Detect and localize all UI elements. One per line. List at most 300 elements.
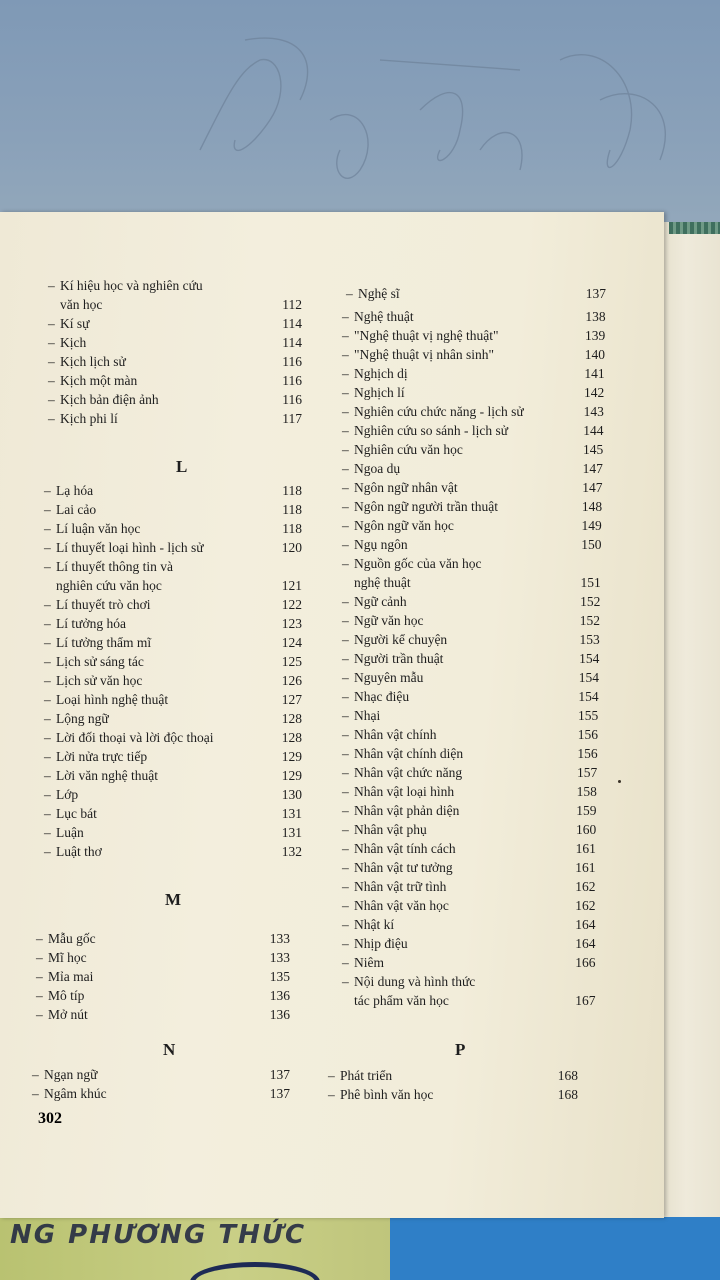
- entry-term: Nhịp điệu: [354, 936, 408, 951]
- index-entry: [48, 296, 102, 314]
- index-entry: [44, 482, 93, 500]
- entry-dash: –: [342, 385, 349, 400]
- entry-dash: –: [44, 521, 51, 536]
- entry-term: Ngoa dụ: [354, 461, 401, 476]
- entry-page-number: 114: [282, 316, 302, 331]
- entry-page-number: 124: [281, 635, 302, 650]
- entry-dash: –: [36, 1007, 43, 1022]
- entry-dash: –: [44, 787, 51, 802]
- index-entry: [48, 315, 89, 333]
- entry-page-number: 156: [577, 746, 598, 761]
- entry-page-number: 142: [584, 385, 605, 400]
- entry-dash: –: [342, 879, 349, 894]
- entry-term: Nhân vật chức năng: [354, 765, 463, 780]
- entry-dash: –: [44, 711, 51, 726]
- entry-page-number: 130: [281, 787, 302, 802]
- index-entry: [36, 930, 96, 948]
- entry-page-number: 158: [576, 784, 597, 799]
- index-entry: [48, 353, 126, 371]
- entry-page-number: 145: [582, 442, 604, 457]
- entry-term: Mẫu gốc: [48, 931, 96, 946]
- entry-term: Nhân vật tính cách: [354, 841, 456, 856]
- index-list: [0, 212, 664, 1218]
- entry-term: Ngôn ngữ nhân vật: [354, 480, 458, 495]
- entry-term: Nhạc điệu: [354, 689, 410, 704]
- entry-dash: –: [36, 931, 43, 946]
- entry-page-number: 139: [585, 328, 606, 343]
- entry-dash: –: [342, 537, 349, 552]
- entry-term: Lục bát: [56, 806, 97, 821]
- entry-dash: –: [346, 286, 353, 301]
- entry-dash: –: [48, 316, 55, 331]
- entry-dash: –: [342, 366, 349, 381]
- index-entry: [44, 558, 173, 576]
- index-entry: [44, 539, 204, 557]
- index-entry: [342, 346, 494, 364]
- entry-term: Lời nửa trực tiếp: [56, 749, 148, 764]
- index-entry: [342, 745, 463, 763]
- entry-dash: –: [44, 540, 51, 555]
- index-entry: [342, 612, 424, 630]
- entry-term: Người kể chuyện: [354, 632, 448, 647]
- entry-dash: –: [44, 559, 51, 574]
- entry-page-number: 118: [282, 521, 302, 536]
- index-entry: [48, 334, 86, 352]
- entry-dash: –: [342, 765, 349, 780]
- entry-dash: –: [44, 768, 51, 783]
- entry-dash: –: [342, 632, 349, 647]
- entry-dash: –: [328, 1068, 335, 1083]
- entry-dash: –: [342, 784, 349, 799]
- index-entry: [342, 479, 458, 497]
- index-entry: [36, 968, 93, 986]
- index-entry: [342, 726, 436, 744]
- entry-page-number: 131: [281, 806, 302, 821]
- entry-page-number: 121: [281, 578, 302, 593]
- index-entry: [342, 631, 447, 649]
- index-entry: [342, 935, 408, 953]
- entry-term: Lộng ngữ: [56, 711, 109, 726]
- entry-term: Lời đối thoại và lời độc thoại: [56, 730, 214, 745]
- entry-term: Nội dung và hình thức: [354, 974, 476, 989]
- entry-term: Nghệ thuật: [354, 309, 414, 324]
- index-entry: [342, 973, 475, 991]
- index-entry: [342, 517, 454, 535]
- entry-page-number: 168: [557, 1068, 578, 1083]
- entry-page-number: 154: [578, 670, 599, 685]
- index-entry: [48, 391, 159, 409]
- entry-dash: –: [36, 950, 43, 965]
- entry-term: Lời văn nghệ thuật: [56, 768, 158, 783]
- entry-page-number: 154: [579, 651, 600, 666]
- entry-page-number: 160: [575, 822, 597, 837]
- entry-dash: –: [32, 1067, 39, 1082]
- index-entry: [44, 843, 102, 861]
- index-entry: [32, 1085, 107, 1103]
- section-letter: M: [165, 890, 182, 909]
- entry-page-number: 112: [282, 297, 302, 312]
- index-entry: [44, 748, 147, 766]
- index-entry: [44, 653, 144, 671]
- index-entry: [342, 688, 409, 706]
- entry-page-number: 116: [282, 354, 302, 369]
- index-entry: [346, 285, 400, 303]
- index-entry: [342, 327, 499, 345]
- entry-term: Nghiên cứu so sánh - lịch sử: [354, 423, 509, 438]
- entry-term: Ngụ ngôn: [354, 537, 408, 552]
- index-entry: [342, 536, 408, 554]
- entry-dash: –: [342, 822, 349, 837]
- entry-dash: –: [44, 654, 51, 669]
- entry-page-number: 128: [281, 730, 302, 745]
- entry-term: Lịch sử văn học: [56, 673, 143, 688]
- index-entry: [342, 593, 407, 611]
- entry-page-number: 117: [282, 411, 302, 426]
- section-letter: N: [163, 1040, 176, 1059]
- entry-page-number: 126: [281, 673, 302, 688]
- entry-page-number: 131: [281, 825, 302, 840]
- index-entry: [36, 949, 87, 967]
- index-entry: [342, 954, 384, 972]
- index-entry: [342, 764, 462, 782]
- entry-dash: –: [44, 806, 51, 821]
- entry-term: Nhân vật loại hình: [354, 784, 455, 799]
- entry-term: Kí sự: [60, 316, 90, 331]
- entry-page-number: 162: [575, 898, 596, 913]
- entry-page-number: 136: [269, 988, 290, 1003]
- entry-term: Lí tưởng thẩm mĩ: [56, 635, 152, 650]
- entry-dash: –: [342, 461, 349, 476]
- entry-page-number: 129: [281, 768, 302, 783]
- entry-page-number: 114: [282, 335, 302, 350]
- index-entry: [48, 410, 118, 428]
- entry-term: Ngữ văn học: [354, 613, 424, 628]
- entry-page-number: 129: [281, 749, 302, 764]
- entry-page-number: 138: [585, 309, 606, 324]
- entry-page-number: 125: [281, 654, 302, 669]
- index-entry: [44, 520, 140, 538]
- index-entry: [342, 650, 443, 668]
- book-below: [0, 1210, 390, 1280]
- entry-page-number: 140: [584, 347, 605, 362]
- entry-dash: –: [342, 613, 349, 628]
- entry-dash: –: [342, 423, 349, 438]
- entry-page-number: 137: [269, 1086, 290, 1101]
- book-below-swirl: [190, 1262, 320, 1280]
- entry-term: Ngôn ngữ người trần thuật: [354, 499, 499, 514]
- entry-term: Mĩ học: [48, 950, 87, 965]
- entry-term: Lí thuyết thông tin và: [56, 559, 173, 574]
- entry-dash: –: [342, 480, 349, 495]
- entry-dash: –: [32, 1086, 39, 1101]
- entry-dash: –: [44, 502, 51, 517]
- index-entry: [48, 277, 203, 295]
- index-entry: [44, 634, 151, 652]
- entry-term: Nguyên mẫu: [354, 670, 424, 685]
- entry-dash: –: [36, 988, 43, 1003]
- entry-page-number: 122: [281, 597, 302, 612]
- index-entry: [342, 840, 456, 858]
- entry-page-number: 147: [582, 480, 603, 495]
- entry-term: Nhân vật văn học: [354, 898, 449, 913]
- entry-term: Nhại: [354, 708, 381, 723]
- entry-term: Ngạn ngữ: [44, 1067, 98, 1082]
- entry-term: Phát triển: [340, 1068, 393, 1083]
- entry-term: Nhân vật tư tưởng: [354, 860, 453, 875]
- index-entry: [342, 308, 414, 326]
- entry-dash: –: [342, 499, 349, 514]
- entry-dash: –: [44, 483, 51, 498]
- index-entry: [342, 916, 394, 934]
- index-entry: [342, 384, 405, 402]
- entry-page-number: 144: [583, 423, 604, 438]
- entry-page-number: 156: [577, 727, 598, 742]
- entry-term: Người trần thuật: [354, 651, 444, 666]
- index-entry: [342, 897, 449, 915]
- book-below-title: NG PHƯƠNG THỨC: [10, 1220, 307, 1250]
- entry-page-number: 159: [576, 803, 597, 818]
- index-entry: [342, 365, 408, 383]
- entry-term: Nhân vật phụ: [354, 822, 427, 837]
- entry-term: Nghiên cứu văn học: [354, 442, 463, 457]
- entry-page-number: 154: [578, 689, 599, 704]
- entry-dash: –: [342, 556, 349, 571]
- entry-page-number: 137: [585, 286, 606, 301]
- entry-page-number: 161: [575, 860, 596, 875]
- entry-page-number: 118: [282, 483, 302, 498]
- entry-dash: –: [36, 969, 43, 984]
- index-entry: [44, 710, 109, 728]
- entry-term: Lí luận văn học: [56, 521, 141, 536]
- index-entry: [342, 707, 380, 725]
- entry-page-number: 128: [281, 711, 302, 726]
- index-entry: [342, 403, 524, 421]
- index-entry: [342, 574, 411, 592]
- entry-page-number: 164: [575, 917, 596, 932]
- index-entry: [328, 1086, 433, 1104]
- index-entry: [44, 767, 158, 785]
- entry-dash: –: [342, 442, 349, 457]
- entry-page-number: 155: [578, 708, 599, 723]
- entry-term: Ngâm khúc: [44, 1086, 107, 1101]
- entry-dash: –: [342, 309, 349, 324]
- entry-page-number: 147: [582, 461, 603, 476]
- index-entry: [342, 422, 508, 440]
- entry-dash: –: [342, 898, 349, 913]
- entry-term: Phê bình văn học: [340, 1087, 434, 1102]
- entry-page-number: 164: [575, 936, 596, 951]
- index-entry: [44, 824, 84, 842]
- entry-dash: –: [44, 597, 51, 612]
- index-entry: [342, 802, 459, 820]
- entry-term: Nghịch dị: [354, 366, 408, 381]
- entry-term: Lai cảo: [56, 502, 97, 517]
- entry-dash: –: [44, 692, 51, 707]
- entry-page-number: 167: [575, 993, 596, 1008]
- entry-term: Loại hình nghệ thuật: [56, 692, 169, 707]
- entry-term: Nguồn gốc của văn học: [354, 556, 482, 571]
- entry-term: Mỉa mai: [48, 969, 94, 984]
- entry-dash: –: [342, 917, 349, 932]
- entry-page-number: 148: [581, 499, 603, 514]
- entry-term: văn học: [60, 297, 103, 312]
- entry-term: Kịch phi lí: [60, 411, 118, 426]
- index-entry: [44, 615, 126, 633]
- entry-dash: –: [48, 392, 55, 407]
- index-entry: [44, 805, 97, 823]
- entry-term: Niêm: [354, 955, 384, 970]
- entry-dash: –: [48, 411, 55, 426]
- index-entry: [342, 821, 427, 839]
- entry-term: Lạ hóa: [56, 483, 94, 498]
- entry-page-number: 132: [281, 844, 302, 859]
- entry-page-number: 162: [575, 879, 596, 894]
- entry-page-number: 118: [282, 502, 302, 517]
- entry-page-number: 133: [269, 950, 290, 965]
- entry-dash: –: [342, 727, 349, 742]
- entry-page-number: 116: [282, 373, 302, 388]
- entry-page-number: 152: [579, 613, 601, 628]
- book-page: [0, 212, 664, 1218]
- entry-term: Nghịch lí: [354, 385, 405, 400]
- entry-term: Nhân vật chính diện: [354, 746, 464, 761]
- section-letter: L: [176, 457, 188, 476]
- entry-page-number: 151: [580, 575, 601, 590]
- entry-term: Lí tưởng hóa: [56, 616, 126, 631]
- index-entry: [44, 691, 168, 709]
- facing-page-edge: [662, 222, 720, 1217]
- entry-dash: –: [342, 328, 349, 343]
- entry-term: Kịch: [60, 335, 87, 350]
- index-entry: [36, 987, 84, 1005]
- entry-dash: –: [342, 803, 349, 818]
- entry-dash: –: [44, 635, 51, 650]
- entry-page-number: 135: [269, 969, 290, 984]
- entry-dash: –: [44, 673, 51, 688]
- index-entry: [48, 372, 137, 390]
- entry-dash: –: [48, 278, 55, 293]
- entry-page-number: 123: [281, 616, 302, 631]
- entry-dash: –: [342, 347, 349, 362]
- index-entry: [44, 501, 96, 519]
- entry-dash: –: [48, 354, 55, 369]
- pencil-scribbles: [0, 0, 720, 230]
- page-number: 302: [38, 1110, 62, 1127]
- entry-page-number: 166: [575, 955, 596, 970]
- entry-dash: –: [48, 373, 55, 388]
- entry-dash: –: [44, 730, 51, 745]
- entry-term: Lí thuyết trò chơi: [56, 597, 151, 612]
- entry-page-number: 133: [269, 931, 290, 946]
- entry-dash: –: [328, 1087, 335, 1102]
- entry-dash: –: [44, 825, 51, 840]
- entry-page-number: 137: [269, 1067, 290, 1082]
- entry-dash: –: [342, 594, 349, 609]
- index-entry: [44, 672, 142, 690]
- paper-speck: [618, 780, 621, 783]
- entry-term: Nhân vật trữ tình: [354, 879, 447, 894]
- entry-page-number: 157: [577, 765, 598, 780]
- entry-dash: –: [342, 518, 349, 533]
- index-entry: [342, 859, 453, 877]
- entry-term: Nhật kí: [354, 917, 395, 932]
- entry-dash: –: [342, 936, 349, 951]
- entry-term: nghiên cứu văn học: [56, 578, 162, 593]
- entry-page-number: 149: [581, 518, 602, 533]
- index-entry: [44, 577, 162, 595]
- entry-term: Mở nút: [48, 1007, 88, 1022]
- entry-page-number: 153: [579, 632, 600, 647]
- entry-page-number: 136: [269, 1007, 290, 1022]
- entry-term: "Nghệ thuật vị nghệ thuật": [354, 328, 499, 343]
- entry-page-number: 150: [581, 537, 602, 552]
- book-cover-trim: [669, 222, 720, 234]
- entry-page-number: 168: [557, 1087, 578, 1102]
- entry-page-number: 161: [575, 841, 596, 856]
- entry-term: Kí hiệu học và nghiên cứu: [60, 278, 203, 293]
- entry-page-number: 120: [281, 540, 302, 555]
- entry-term: Lịch sử sáng tác: [56, 654, 144, 669]
- entry-dash: –: [342, 670, 349, 685]
- entry-term: nghệ thuật: [354, 575, 411, 590]
- entry-dash: –: [342, 974, 349, 989]
- entry-dash: –: [44, 616, 51, 631]
- entry-dash: –: [48, 335, 55, 350]
- entry-page-number: 116: [282, 392, 302, 407]
- entry-dash: –: [44, 844, 51, 859]
- entry-term: Lớp: [56, 787, 79, 802]
- entry-dash: –: [342, 651, 349, 666]
- entry-term: Lí thuyết loại hình - lịch sử: [56, 540, 204, 555]
- entry-term: Nhân vật phản diện: [354, 803, 460, 818]
- index-entry: [342, 555, 481, 573]
- index-entry: [342, 669, 423, 687]
- entry-term: "Nghệ thuật vị nhân sinh": [354, 347, 495, 362]
- entry-term: Nghệ sĩ: [358, 286, 400, 301]
- entry-dash: –: [342, 955, 349, 970]
- index-entry: [342, 460, 400, 478]
- index-entry: [44, 786, 78, 804]
- entry-dash: –: [342, 708, 349, 723]
- index-entry: [342, 441, 463, 459]
- entry-page-number: 127: [281, 692, 302, 707]
- entry-dash: –: [342, 860, 349, 875]
- index-entry: [342, 992, 449, 1010]
- entry-term: Ngôn ngữ văn học: [354, 518, 454, 533]
- entry-dash: –: [342, 689, 349, 704]
- entry-term: Kịch bản điện ảnh: [60, 392, 159, 407]
- index-entry: [342, 783, 454, 801]
- entry-term: Kịch lịch sử: [60, 354, 126, 369]
- entry-dash: –: [342, 841, 349, 856]
- entry-term: tác phẩm văn học: [354, 993, 449, 1008]
- index-entry: [342, 498, 498, 516]
- entry-term: Luật thơ: [56, 844, 102, 859]
- entry-page-number: 141: [584, 366, 605, 381]
- entry-page-number: 152: [580, 594, 601, 609]
- index-entry: [342, 878, 446, 896]
- index-entry: [328, 1067, 392, 1085]
- entry-dash: –: [44, 749, 51, 764]
- entry-term: Nhân vật chính: [354, 727, 437, 742]
- index-entry: [36, 1006, 88, 1024]
- section-letter: P: [455, 1040, 466, 1059]
- entry-dash: –: [342, 746, 349, 761]
- entry-term: Kịch một màn: [60, 373, 138, 388]
- entry-page-number: 143: [583, 404, 604, 419]
- entry-term: Ngữ cảnh: [354, 594, 407, 609]
- entry-term: Luận: [56, 825, 84, 840]
